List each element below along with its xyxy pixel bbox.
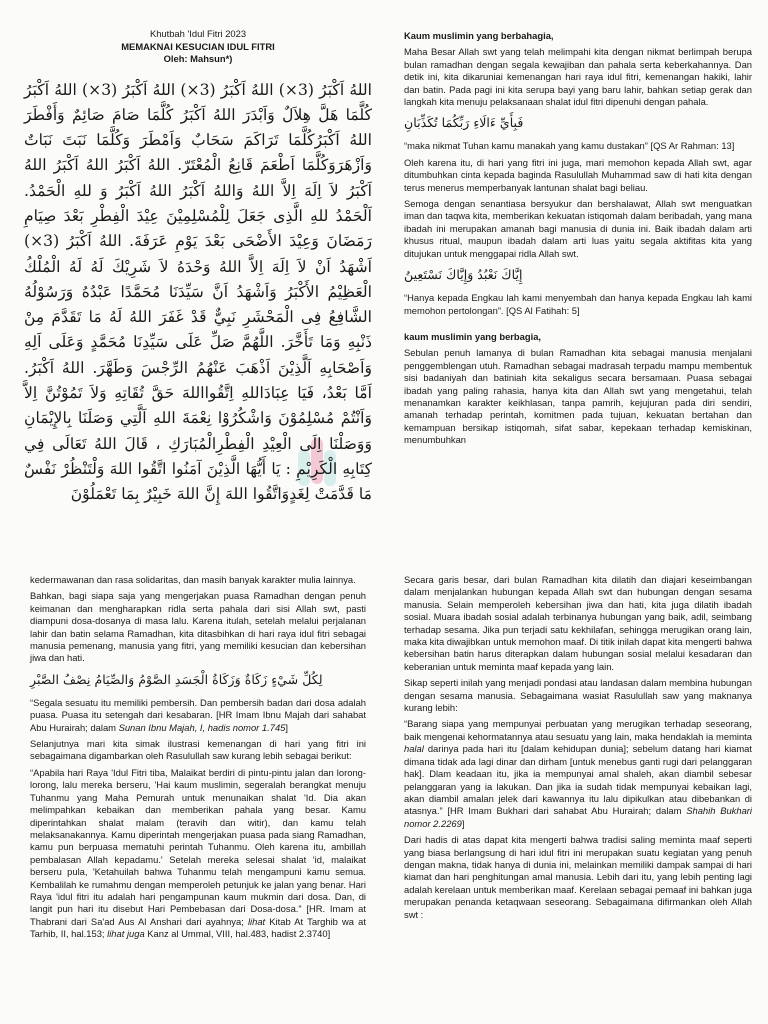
- khutbah-header: [24, 28, 372, 66]
- header-author: Oleh: Mahsun*): [163, 53, 233, 64]
- arabic-opening: اللهُ اَكْبَرُ (3×) اللهُ اَكْبَرُ (3×) اللهُ اَكْبَرُ (3×) اللهُ اَكْبَرُ كُلَّمَا هَلَّ هِلاَلٌ وَاَبْدَرَ اللهُ اَكْبَرُ كُلَّمَا صَامَ صَائِمٌ وَأَفْطَرَ اللهُ اَكْبَرُكُلَّمَا تَرَاكَمَ سَحَابٌ وَاَمْطَرَ وَكُلَّمَا نَبَتَ نَبَاتٌ وَاَزْهَرَوَكُلَّمَا اَطْعَمَ قَانِعُ الْمُعْتَرّ. اللهُ اَكْبَرُ اللهُ اَكْبَرُ اللهُ اَكْبَرُ لاَ اِلَهَ اِلاَّ اللهُ وَاللهُ اَكْبَرُ اللهُ اَكْبَرُ وَ للهِ الْحَمْدُ. اَلْحَمْدُ للهِ الَّذِى جَعَلَ لِلْمُسْلِمِيْنَ عِيْدَ الْفِطْرِ بَعْدَ صِيَامِ رَمَضَانَ وَعِيْدَ الأَضْحَى بَعْدَ يَوْمِ عَرَفَةَ. اللهُ اَكْبَرُ (3×) اَشْهَدُ اَنْ لاَ اِلَهَ اِلاَّ اللهُ وَحْدَهُ لاَ شَرِيْكَ لَهُ لَهُ الْمُلْكُ الْعَظِيْمُ الأَكْبَرُ وَاَشْهَدُ اَنَّ سَيِّدَنَا مُحَمَّدًا عَبْدُهُ وَرَسُوْلُهُ الشَّافِعُ فِى الْمَحْشَرِ نَبِيٌّ قَدْ غَفَرَ اللهُ لَهُ مَا تَقَدَّمَ مِنْ ذَنْبِهِ وَمَا تَأَخَّرَ. اللَّهُمَّ صَلِّ عَلَى سَيِّدِنَا مُحَمَّدٍ وَعَلَى اَلِهِ وَاَصْحَابِهِ اَلَّذِيْنَ اَذْهَبَ عَنْهُمُ الرِّجْسَ وَطَهَّرَ. اللهُ اَكْبَرُ. اَمَّا بَعْدُ، فَيَا عِبَادَاللهِ اِتَّقُوااللهَ حَقَّ تُقَاتِهِ وَلاَ تَمُوْتُنَّ اِلاَّ وَاَنْتُمْ مُسْلِمُوْنَ وَاشْكُرُوْا نِعْمَةَ اللهِ اَلَّتِي وَصَلَنَا بِالإِيْمَانِ وَوَصَلْنَا اِلَى الْعِيْدِ الْفِطْرِالْمُبَارَكِ ، قَالَ اللهُ تَعَالَى فِي كِتَابِهِ الْكَرِيْمِ : يَا أَيُّهَا الَّذِيْنَ آمَنُوا اتَّقُوا اللهَ وَلْتَنْظُرْ نَفْسٌ مَا قَدَّمَتْ لِغَدٍوَاتَّقُوا اللهَ إِنَّ اللهَ خَبِيْرٌ بِمَا تَعْمَلُوْنَ: [24, 80, 372, 504]
- paragraph: Dari hadis di atas dapat kita mengerti bahwa tradisi saling meminta maaf seperti yang biasa berlangsung di hari idul fitri ini merupakan suatu kegiatan yang penuh dengan makna, tidak hanya di dunia ini, melainkan memiliki dampak sampai di hari kiamat dan hari penghitungan amal manusia. Lebih dari itu, yang lebih penting lagi adalah kerelaan untuk memberikan maaf. Kerelaan sebagai pemaaf ini bahkan juga merupakan penanda ketaqwaan seseorang. Sebagaimana difirmankan oleh Allah swt :: [404, 834, 752, 920]
- paragraph: kedermawanan dan rasa solidaritas, dan masih banyak karakter mulia lainnya.: [30, 574, 356, 585]
- paragraph: Selanjutnya mari kita simak ilustrasi kemenangan di hari yang fitri ini sebagaimana digambarkan oleh Rasulullah saw kurang lebih sebagai berikut:: [30, 738, 366, 762]
- arabic-verse: فَبِأَيِّ ءَالَاءِ رَبِّكُمَا تُكَذِّبَانِ: [404, 115, 524, 131]
- page-1: [0, 0, 384, 556]
- paragraph: Semoga dengan senantiasa bersyukur dan bershalawat, Allah swt menguatkan iman dan taqwa kita, memberikan kekuatan istiqomah dalam beribadah, yang mana ibadah ini merupakan amanah bagi manusia di dunia ini. Baik ibadah dalam arti khusus ritual, maupun ibadah dalam arti luas yaitu segala aktifitas kita yang ditujukan untuk menggapai ridla Allah swt.: [404, 198, 752, 259]
- hadith-translation: “Segala sesuatu itu memiliki pembersih. Dan pembersih badan dari dosa adalah puasa. Puasa itu setengah dari kesabaran. [HR Imam Ibnu Majah dari sahabat Abu Hurairah; dalam Sunan Ibnu Majah, I, hadis nomor 1.745]: [30, 696, 366, 733]
- paragraph: Secara garis besar, dari bulan Ramadhan kita dilatih dan diajari keseimbangan dalam menjalankan hubungan kepada Allah swt dan hubungan dengan sesama manusia. Selain memperoleh kebersihan jiwa dan hati, kita juga dilatih ibadah sosial. Muara ibadah sosial adalah terbinanya hubungan yang baik, adil, seimbang terhadap sesama. Jika pun terjadi satu kekhilafan, sehingga merugikan orang lain, maka kita diwajibkan untuk memohon maaf. Di titik inilah dapat kita mengerti bahwa kebersihan batin harus diterapkan dalam hubungan sosial melalui kesadaran dan keberanian untuk meminta maaf kepada yang lain.: [404, 574, 752, 672]
- hadith-quote: “Barang siapa yang mempunyai perbuatan yang merugikan terhadap seseorang, baik mengenai kehormatannya atau sesuatu yang lain, maka hendaklah ia meminta halal darinya pada hari itu [dalam kehidupan dunia]; sebelum datang hari kiamat dimana tidak ada lagi dinar dan dirham [untuk menebus ganti rugi dari pelanggaran hak]. Dlam keadaan itu, jika ia mempunyai amal shaleh, akan diambil sebesar pelanggaran yang ia lakukan. Dan jika ia sudah tidak mempunyai kebaikan lagi, akan diambil amalan jelek dari kawannya itu lalu dipikulkan atau dibebankan di atasnya.” [HR Imam Bukhari dari sahabat Abu Hurairah; dalam Shahih Bukhari nomor 2.2269]: [404, 718, 752, 829]
- hadith-quote: “Apabila hari Raya 'Idul Fitri tiba, Malaikat berdiri di pintu-pintu jalan dan lorong-lorong, lalu mereka berseru, 'Hai kaum muslimin, segeralah berangkat menuju Tuhanmu yang Maha Pemurah untuk menunaikan shalat 'Id. Dia akan melimpahkan kebaikan dan memberikan pahala yang besar. Kamu diperintahkan shalat malam (teravih dan witir), dan kamu telah melaksanakannya. Kamu diperintah mengerjakan puasa pada siang Ramadhan, kamu pun berpuasa mematuhi perintah Tuhanmu. Oleh karena itu, ambillah pembalasan Allah kepadamu.' Setelah mereka selesai shalat 'id, malaikat berseru pula, 'Ketahuilah bahwa Tuhanmu telah mengampuni kamu semua. Kembalilah ke rumahmu dengan memperoleh petunjuk ke jalan yang benar. Hari Raya 'idul fitri itu adalah hari pengampunan kaum mukmin dari dosa. Dan, di langit pun hari itu disebut Hari Pembebasan dari Dosa-dosa.” [HR. Imam at Thabrani dari Sa'ad Aus Al Anshari dari ayahnya; lihat Kitab At Targhib wa at Tarhib, II, hal.153; lihat juga Kanz al Ummal, VIII, hal.483, hadist 2.3740]: [30, 766, 366, 940]
- page-2-column: [404, 30, 752, 451]
- paragraph: Oleh karena itu, di hari yang fitri ini juga, mari memohon kepada Allah swt, agar ditumbuhkan cinta kepada baginda Rasulullah Muhammad saw di hati kita dengan terus menerus memperbanyak lantunan shalat bagi beliau.: [404, 156, 752, 193]
- header-title: Khutbah 'Idul Fitri 2023: [149, 28, 247, 39]
- arabic-verse: إِيَّاكَ نَعْبُدُ وَإِيَّاكَ نَسْتَعِينُ: [404, 267, 523, 283]
- arabic-hadith: لِكُلِّ شَيْءٍ زَكَاةٌ وَزَكَاةُ الْجَسَدِ الصَّوْمُ وَالصِّيَامُ نِصْفُ الصَّبْرِ: [30, 671, 323, 687]
- page-4-column: [404, 574, 752, 925]
- paragraph: Maha Besar Allah swt yang telah melimpahi kita dengan nikmat berlimpah berupa bulan ramadhan dengan segala kewajiban dan pahala serta keberkahannya. Dan detik ini, kita dikaruniai kemenangan hari raya idul fitri, kemenangan hakiki, lahir dan batin. Pada pagi ini kita serupa bayi yang baru lahir, bahkan setiap gerak dan langkah kita menuju pelaksanaan shalat idul fitri dipenuhi dengan pahala.: [404, 46, 752, 108]
- header-subtitle: MEMAKNAI KESUCIAN IDUL FITRI: [121, 40, 275, 52]
- verse-translation: “maka nikmat Tuhan kamu manakah yang kamu dustakan” [QS Ar Rahman: 13]: [404, 140, 735, 152]
- page-2: [384, 0, 768, 556]
- page-3-column: [30, 574, 366, 945]
- paragraph: Bahkan, bagi siapa saja yang mengerjakan puasa Ramadhan dengan penuh keimanan dan mengharapkan ridla serta pahala dari sisi Allah swt, pasti diampuni dosa-dosanya di masa lalu. Karena itulah, setelah melalui perjalanan lahir dan batin selama Ramadhan, kita ditasbihkan di hari raya idul fitri sebagai manusia pemenang, manusia yang fitri, yang memiliki kesucian dan kebersihan jiwa dan hati.: [30, 590, 366, 664]
- greeting: Kaum muslimin yang berbahagia,: [404, 30, 554, 41]
- greeting: kaum muslimin yang berbagia,: [404, 330, 542, 342]
- page-3: [0, 556, 384, 1024]
- verse-translation: “Hanya kepada Engkau lah kami menyembah dan hanya kepada Engkau lah kami memohon pertolongan”. [QS Al Fatihah: 5]: [404, 292, 752, 316]
- page-1-column: [24, 28, 372, 508]
- paragraph: Sikap seperti inilah yang menjadi pondasi atau landasan dalam membina hubungan dengan sesama manusia. Sebagaimana wasiat Rasulullah saw yang maknanya kurang lebih:: [404, 677, 752, 714]
- paragraph: Sebulan penuh lamanya di bulan Ramadhan kita sebagai manusia menjalani penggemblengan utuh. Ramadhan sebagai madrasah terpadu mampu membentuk sisi badaniyah dan batiniah kita sekaligus secara bersamaan. Puasa sebagai ibadah yang paling rahasia, hanya kita dan Allah swt yang mengetahui, telah menanamkan karakter keikhlasan, tanpa pamrih, kejujuran pada diri sendiri, amanah terhadap perintah, komitmen pada tujuan, kekuatan bertahan dan kemampuan bersikap istiqomah, sifat sabar, kepekaan terhadap kemiskinan, menumbuhkan: [404, 347, 752, 446]
- page-4: [384, 556, 768, 1024]
